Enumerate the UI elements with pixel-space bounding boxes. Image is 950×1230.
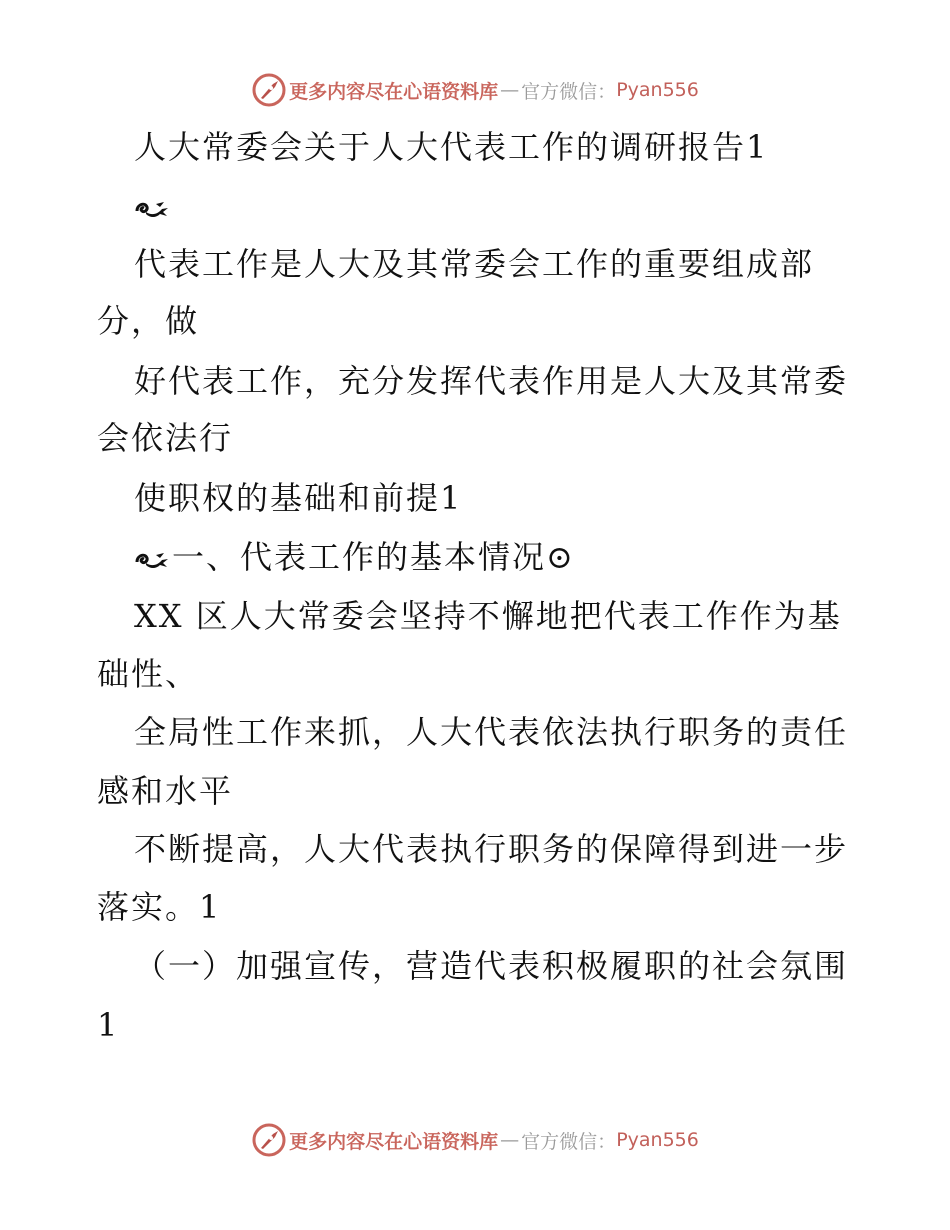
header-banner: [0, 70, 950, 110]
banner-separator: —: [500, 79, 520, 101]
paragraph-line: 使职权的基础和前提1: [134, 479, 463, 517]
paragraph-line: 落实。1: [97, 888, 222, 926]
paragraph-line: 感和水平: [97, 772, 234, 810]
section-heading-text: 一、代表工作的基本情况⊙: [172, 538, 575, 576]
paragraph-line: 不断提高，人大代表执行职务的保障得到进一步: [134, 830, 849, 868]
promo-text: 更多内容尽在心语资料库: [289, 1130, 499, 1153]
paragraph-line: 础性、: [97, 655, 200, 693]
pen-nib-logo-icon: [251, 1122, 287, 1158]
paragraph-line: 好代表工作，充分发挥代表作用是人大及其常委: [134, 362, 849, 400]
subsection-heading: （一）加强宣传，营造代表积极履职的社会氛围: [134, 947, 849, 985]
fleuron-ornament-icon: [134, 547, 170, 573]
document-title: 人大常委会关于人大代表工作的调研报告1: [134, 128, 769, 166]
banner-separator: —: [500, 1129, 520, 1151]
fleuron-ornament-icon: [134, 196, 170, 222]
ornament-line: [134, 186, 172, 226]
paragraph-line: 全局性工作来抓，人大代表依法执行职务的责任: [134, 713, 849, 751]
paragraph-line: 分，做: [97, 302, 200, 340]
paragraph-line: 会依法行: [97, 419, 234, 457]
paragraph-line: 代表工作是人大及其常委会工作的重要组成部: [134, 245, 815, 283]
paragraph-line: XX 区人大常委会坚持不懈地把代表工作作为基: [134, 597, 842, 635]
section-heading: [134, 537, 575, 577]
footer-banner: [0, 1120, 950, 1160]
promo-text: 更多内容尽在心语资料库: [289, 80, 499, 103]
paragraph-line: 1: [97, 1006, 120, 1044]
wechat-label: 官方微信：: [521, 80, 617, 103]
wechat-label: 官方微信：: [521, 1130, 617, 1153]
wechat-id: Pyan556: [616, 1129, 699, 1151]
wechat-id: Pyan556: [616, 79, 699, 101]
pen-nib-logo-icon: [251, 72, 287, 108]
